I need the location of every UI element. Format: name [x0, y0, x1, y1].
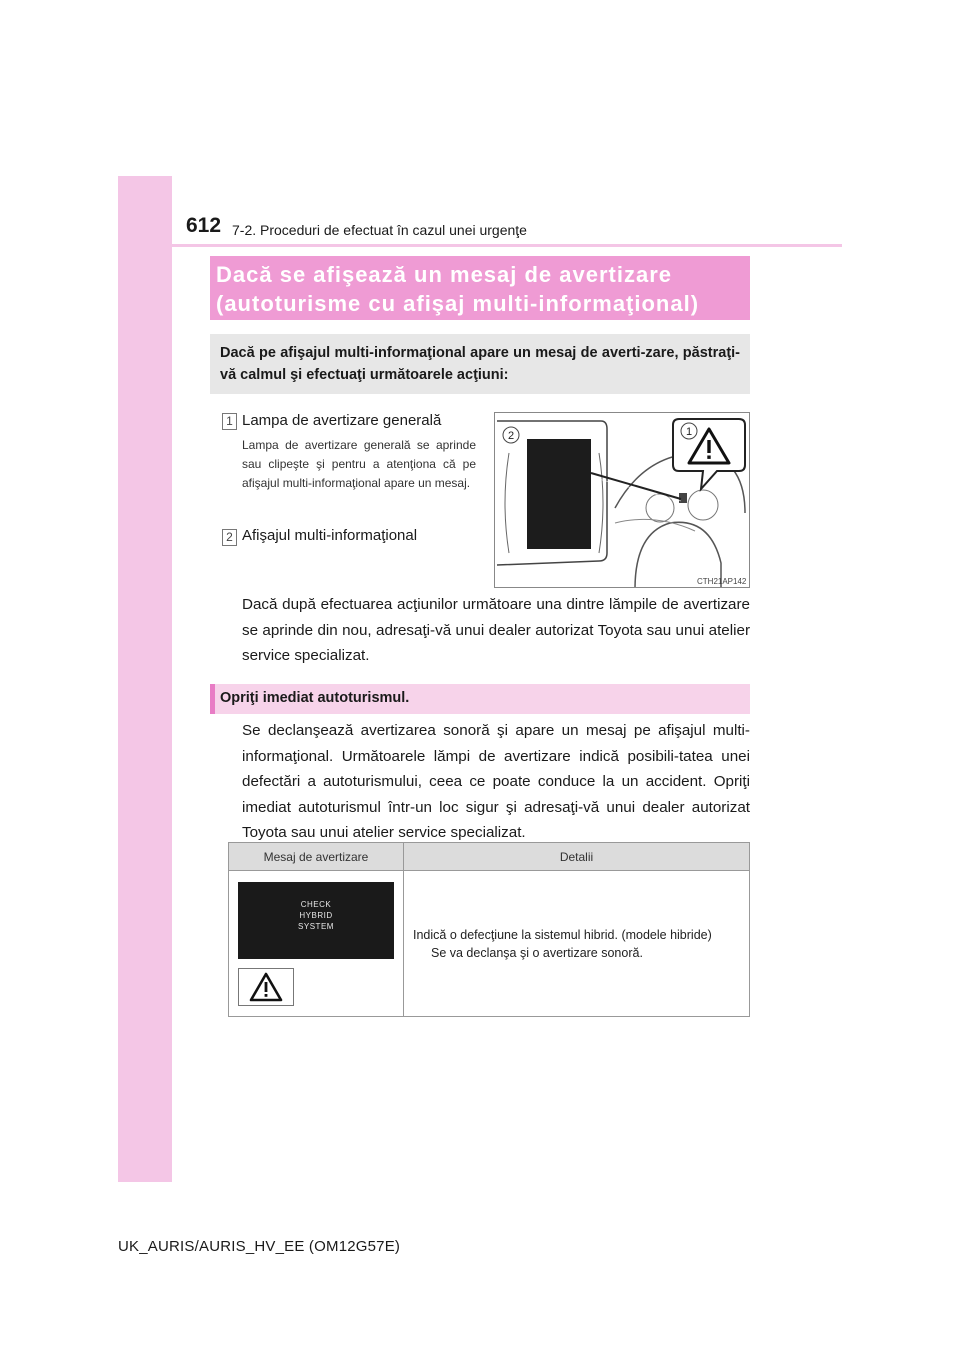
item-title-1: Lampa de avertizare generală	[242, 412, 442, 429]
detail-note: Se va declanşa şi o avertizare sonoră.	[431, 945, 643, 960]
paragraph-stop: Se declanşează avertizarea sonoră şi apare un mesaj pe afişajul multi-informaţional. Următoarele lămpi de avertizare indică posibili-tatea unei defectări a autoturismului, ceea ce poate conduce la un accident. Opriţi imediat autoturismul într-un loc sigur şi adresaţi-vă unui dealer autorizat Toyota sau unui atelier service specializat.	[242, 722, 750, 841]
dashboard-figure	[494, 412, 750, 588]
warning-table	[228, 842, 750, 1017]
table-header-details: Detalii	[404, 843, 750, 871]
subsection-title: Opriţi imediat autoturismul.	[210, 684, 750, 714]
dashboard-illustration	[495, 413, 750, 588]
paragraph-dealer: Dacă după efectuarea acţiunilor următoare una dintre lămpile de avertizare se aprinde din nou, adresaţi-vă unui dealer autorizat Toyota sau unui atelier service specializat.	[242, 596, 750, 664]
page-number: 612	[186, 214, 222, 237]
dash-curve-left	[505, 453, 509, 553]
item-title-2: Afişajul multi-informaţional	[242, 527, 418, 544]
warning-triangle-icon	[238, 968, 294, 1006]
gauge-right	[688, 490, 718, 520]
screen-line-2: HYBRID	[299, 910, 333, 920]
detail-text: Indică o defecţiune la sistemul hibrid. (modele hibride)	[413, 927, 712, 942]
callout-number-1: 1	[685, 426, 693, 438]
side-strip	[118, 176, 172, 1182]
multi-info-display	[527, 439, 591, 549]
figure-code: CTH21AP142	[697, 577, 747, 586]
table-header-message: Mesaj de avertizare	[229, 843, 404, 871]
callout-line-highlight	[591, 477, 681, 501]
detail-cell	[404, 871, 750, 1017]
section-title	[210, 256, 750, 320]
callout-number-2: 2	[507, 430, 515, 442]
screen-line-1: CHECK	[300, 899, 332, 909]
message-cell	[229, 871, 404, 1017]
screen-line-3: SYSTEM	[298, 921, 334, 931]
item-description-1: Lampa de avertizare generală se aprinde sau clipeşte şi pentru a atenţiona că pe afişajul multi-informaţional apare un mesaj.	[242, 438, 476, 490]
dash-curve-right	[599, 453, 603, 553]
item-number-1: 1	[222, 413, 237, 430]
header-rule	[172, 244, 842, 247]
check-hybrid-system-screen	[238, 882, 394, 959]
table-header-row	[229, 843, 750, 871]
table-row	[229, 871, 750, 1017]
section-title-line1: Dacă se afişează un mesaj de avertizare	[216, 262, 673, 287]
item-number-2: 2	[222, 529, 237, 546]
footer-model-code: UK_AURIS/AURIS_HV_EE (OM12G57E)	[118, 1238, 401, 1255]
intro-box: Dacă pe afişajul multi-informaţional apare un mesaj de averti-zare, păstraţi-vă calmul şi efectuaţi următoarele acţiuni:	[210, 334, 750, 394]
chapter-title: 7-2. Proceduri de efectuat în cazul unei urgenţe	[232, 222, 527, 238]
callout-line	[591, 473, 681, 499]
section-title-line2: (autoturisme cu afişaj multi-informaţional)	[216, 291, 700, 316]
